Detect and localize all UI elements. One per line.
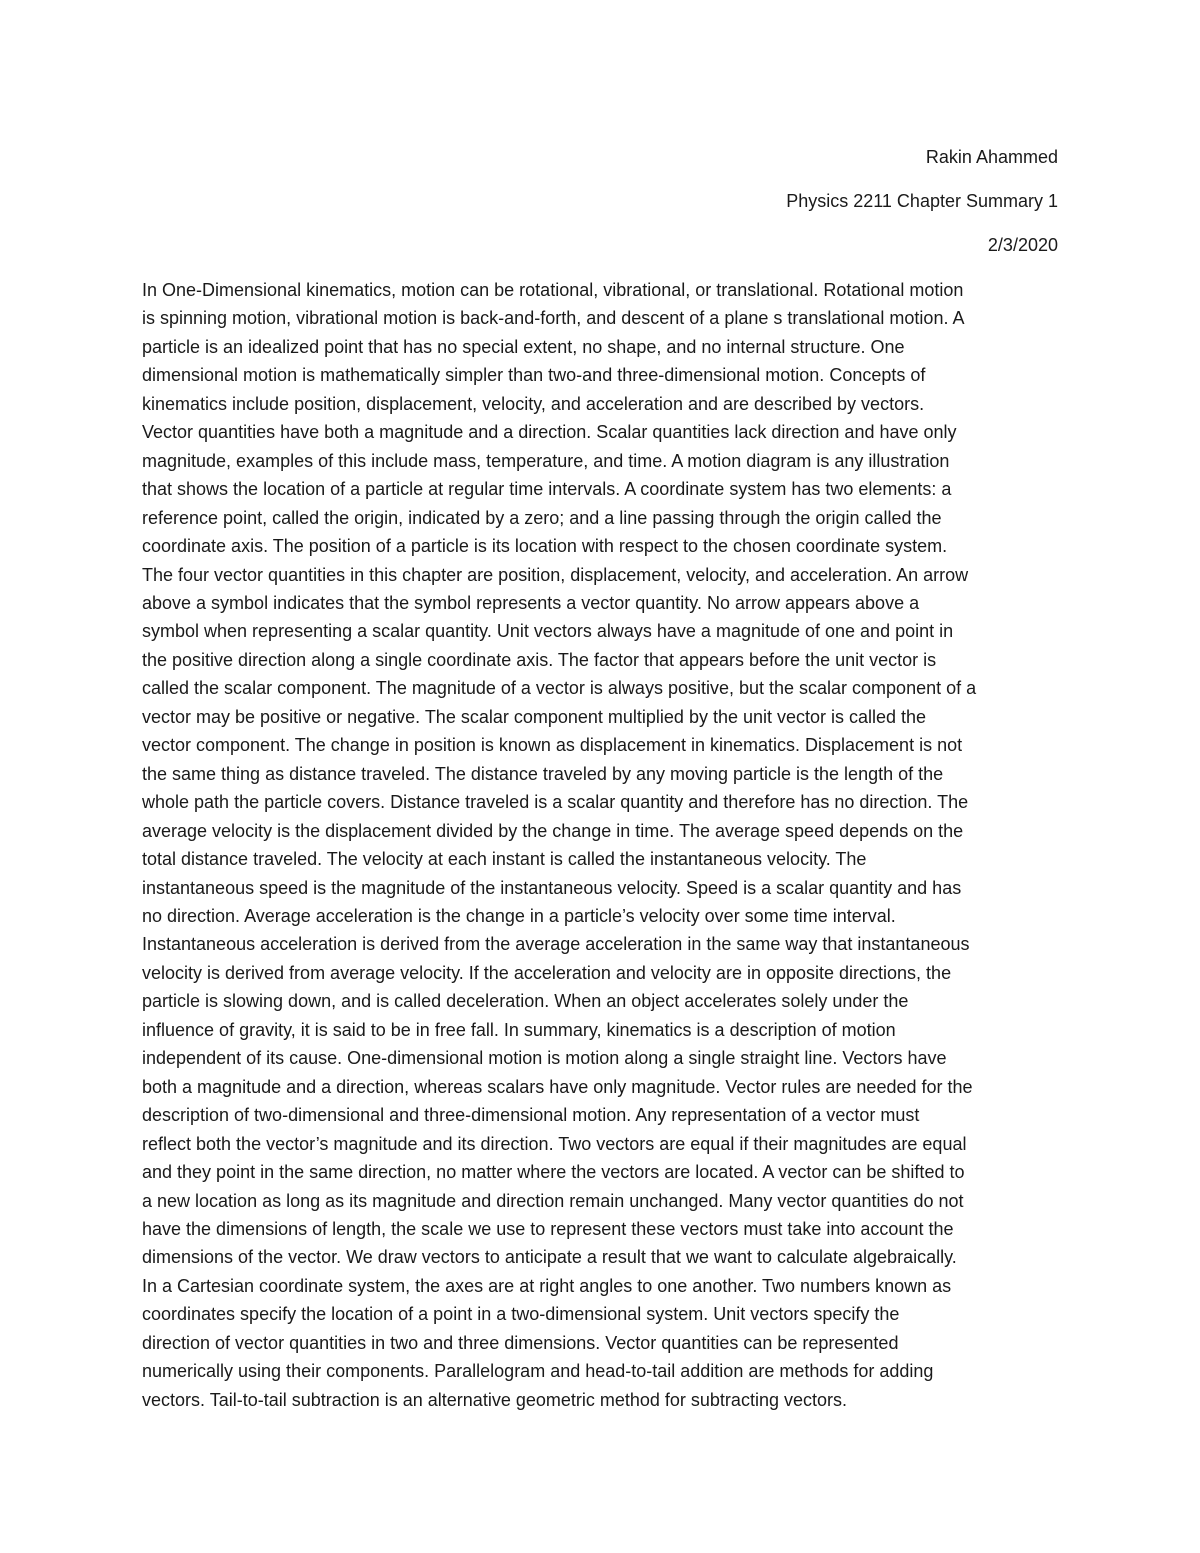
paragraph-line: reflect both the vector’s magnitude and its direction. Two vectors are equal if their magnitudes are equal <box>142 1133 967 1154</box>
paragraph-line: the positive direction along a single coordinate axis. The factor that appears before the unit vector is <box>142 649 937 670</box>
paragraph-line: Instantaneous acceleration is derived from the average acceleration in the same way that instantaneous <box>142 934 970 955</box>
paragraph-line: particle is an idealized point that has no special extent, no shape, and no internal structure. One <box>142 336 905 357</box>
paragraph-line: In a Cartesian coordinate system, the axes are at right angles to one another. Two numbers known as <box>142 1275 952 1296</box>
paragraph-line: The four vector quantities in this chapter are position, displacement, velocity, and acceleration. An arrow <box>142 564 969 585</box>
paragraph-line: Vector quantities have both a magnitude and a direction. Scalar quantities lack direction and have only <box>142 422 957 443</box>
paragraph-line: reference point, called the origin, indicated by a zero; and a line passing through the origin called the <box>142 507 942 528</box>
paragraph-line: called the scalar component. The magnitude of a vector is always positive, but the scalar component of a <box>142 678 977 699</box>
paragraph-line: coordinate axis. The position of a particle is its location with respect to the chosen coordinate system. <box>142 536 948 557</box>
paragraph-line: vector may be positive or negative. The scalar component multiplied by the unit vector is called the <box>142 706 927 727</box>
paragraph-line: instantaneous speed is the magnitude of the instantaneous velocity. Speed is a scalar quantity and has <box>142 877 962 898</box>
paragraph-line: particle is slowing down, and is called deceleration. When an object accelerates solely under the <box>142 991 909 1012</box>
paragraph-line: In One-Dimensional kinematics, motion can be rotational, vibrational, or translational. Rotational motion <box>142 280 964 300</box>
document-date: 2/3/2020 <box>987 235 1058 255</box>
paragraph-line: total distance traveled. The velocity at each instant is called the instantaneous velocity. The <box>142 849 867 870</box>
paragraph-line: direction of vector quantities in two and three dimensions. Vector quantities can be represented <box>142 1332 899 1353</box>
paragraph-line: vectors. Tail-to-tail subtraction is an alternative geometric method for subtracting vectors. <box>142 1389 847 1410</box>
paragraph-line: whole path the particle covers. Distance traveled is a scalar quantity and therefore has no direction. The <box>142 792 969 813</box>
paragraph-line: numerically using their components. Parallelogram and head-to-tail addition are methods for adding <box>142 1361 934 1382</box>
paragraph-line: dimensional motion is mathematically simpler than two-and three-dimensional motion. Concepts of <box>142 365 926 386</box>
paragraph-line: and they point in the same direction, no matter where the vectors are located. A vector can be shifted to <box>142 1162 965 1183</box>
paragraph-line: a new location as long as its magnitude and direction remain unchanged. Many vector quantities do not <box>142 1190 964 1211</box>
paragraph-line: symbol when representing a scalar quantity. Unit vectors always have a magnitude of one and point in <box>142 621 954 642</box>
paragraph-line: magnitude, examples of this include mass, temperature, and time. A motion diagram is any illustration <box>142 450 950 471</box>
paragraph-line: no direction. Average acceleration is the change in a particle’s velocity over some time interval. <box>142 905 896 926</box>
paragraph-line: kinematics include position, displacement, velocity, and acceleration and are described by vectors. <box>142 393 925 414</box>
paragraph-line: dimensions of the vector. We draw vectors to anticipate a result that we want to calculate algebraically. <box>142 1247 957 1268</box>
paragraph-line: velocity is derived from average velocity. If the acceleration and velocity are in opposite directions, the <box>142 962 952 983</box>
paragraph-line: that shows the location of a particle at regular time intervals. A coordinate system has two elements: a <box>142 479 952 500</box>
paragraph-line: vector component. The change in position is known as displacement in kinematics. Displacement is not <box>142 735 963 756</box>
paragraph-line: above a symbol indicates that the symbol represents a vector quantity. No arrow appears above a <box>142 592 920 613</box>
paragraph-line: description of two-dimensional and three-dimensional motion. Any representation of a vector must <box>142 1105 920 1126</box>
paragraph-line: coordinates specify the location of a point in a two-dimensional system. Unit vectors specify the <box>142 1304 900 1325</box>
author-name: Rakin Ahammed <box>925 147 1058 167</box>
paragraph-line: the same thing as distance traveled. The distance traveled by any moving particle is the length of the <box>142 763 944 784</box>
course-title: Physics 2211 Chapter Summary 1 <box>786 191 1058 211</box>
paragraph-line: influence of gravity, it is said to be in free fall. In summary, kinematics is a description of motion <box>142 1019 896 1040</box>
paragraph-line: both a magnitude and a direction, whereas scalars have only magnitude. Vector rules are needed for the <box>142 1076 973 1097</box>
paragraph-line: independent of its cause. One-dimensional motion is motion along a single straight line. Vectors have <box>142 1048 947 1069</box>
paragraph-line: average velocity is the displacement divided by the change in time. The average speed depends on the <box>142 820 964 841</box>
paragraph-line: is spinning motion, vibrational motion is back-and-forth, and descent of a plane s translational motion. A <box>142 308 965 329</box>
paragraph-line: have the dimensions of length, the scale we use to represent these vectors must take into account the <box>142 1218 954 1239</box>
summary-paragraph <box>142 276 1058 1414</box>
